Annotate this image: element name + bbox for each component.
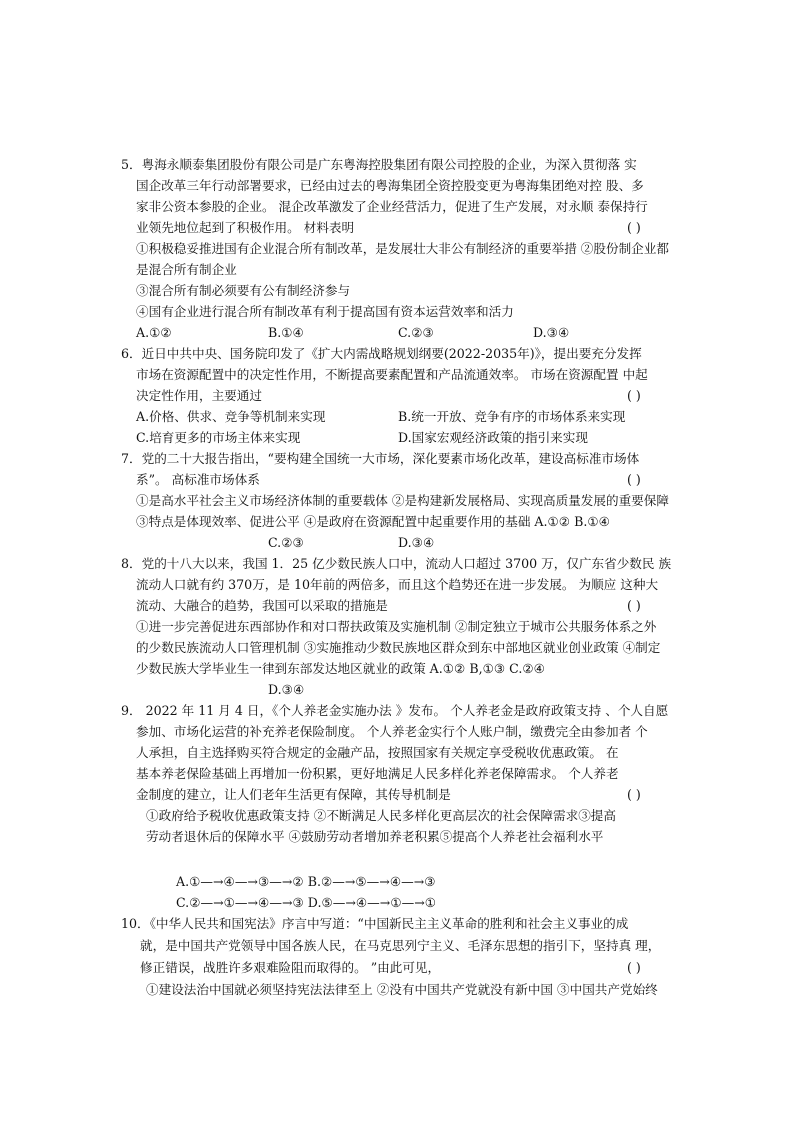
q9-answer-blank: ( ): [627, 787, 641, 802]
q5-option-b: B.①④: [268, 325, 304, 340]
q6-line-2: 市场在资源配置中的决定性作用，不断提高要素配置和产品流通效率。 市场在资源配置 中起: [136, 367, 648, 382]
q9-options-row-2: C.②—→①—→④—→③ D.⑤—→④—→①—→①: [176, 895, 437, 910]
q9-line-6: ①政府给予税收优惠政策支持 ②不断满足人民多样化更高层次的社会保障需求③提高: [146, 808, 616, 823]
q10-line-4: ①建设法治中国就必须坚持宪法法律至上 ②没有中国共产党就没有新中国 ③中国共产党始终: [146, 982, 658, 997]
q9-line-2: 参加、市场化运营的补充养老保险制度。 个人养老金实行个人账户制，缴费完全由参加者 个: [136, 724, 648, 739]
q5-line-1: 5．粤海永顺泰集团股份有限公司是广东粤海控股集团有限公司控股的企业，为深入贯彻落 实: [121, 157, 637, 172]
q9-line-3: 人承担，自主选择购买符合规定的金融产品，按照国家有关规定享受税收优惠政策。 在: [136, 745, 619, 760]
q6-option-a: A.价格、供求、竞争等机制来实现: [136, 409, 326, 424]
q7-answer-blank: ( ): [627, 472, 641, 487]
q5-line-7: ③混合所有制必须要有公有制经济参与: [136, 283, 351, 298]
q7-option-c: C.②③: [268, 535, 304, 550]
q8-line-1: 8．党的十八大以来，我国 1．25 亿少数民族人口中，流动人口超过 3700 万，仅广东省少数民 族: [121, 556, 672, 571]
q9-line-5: 金制度的建立，让人们老年生活更有保障，其传导机制是: [136, 787, 451, 802]
q8-line-4: ①进一步完善促进东西部协作和对口帮扶政策及实施机制 ②制定独立于城市公共服务体系之外: [136, 619, 657, 634]
q7-line-1: 7．党的二十大报告指出，“要构建全国统一大市场，深化要素市场化改革，建设高标准市场体: [121, 451, 640, 466]
q6-line-3: 决定性作用，主要通过: [136, 388, 262, 403]
q5-line-3: 家非公资本参股的企业。 混企改革激发了企业经营活力，促进了生产发展，对永顺 泰保持行: [136, 199, 648, 214]
q5-line-2: 国企改革三年行动部署要求，已经由过去的粤海集团全资控股变更为粤海集团绝对控 股、多: [136, 178, 644, 193]
q5-option-d: D.③④: [533, 325, 570, 340]
q6-option-b: B.统一开放、竞争有序的市场体系来实现: [398, 409, 626, 424]
q5-line-4: 业领先地位起到了积极作用。 材料表明: [136, 220, 355, 235]
q5-answer-blank: ( ): [627, 220, 641, 235]
q6-option-c: C.培育更多的市场主体来实现: [136, 430, 301, 445]
q8-answer-blank: ( ): [627, 598, 641, 613]
q9-line-4: 基本养老保险基础上再增加一份积累，更好地满足人民多样化养老保障需求。 个人养老: [136, 766, 619, 781]
q5-line-5: ①积极稳妥推进国有企业混合所有制改革，是发展壮大非公有制经济的重要举措 ②股份制企业都: [136, 241, 669, 256]
q7-line-2: 系”。 高标准市场体系: [136, 472, 260, 487]
q6-line-1: 6．近日中共中央、国务院印发了《扩大内需战略规划纲要(2022-2035年)》，提出要充分发挥: [121, 346, 642, 361]
q7-line-4: ③特点是体现效率、促进公平 ④是政府在资源配置中起重要作用的基础 A.①② B.①④: [136, 514, 610, 529]
q6-option-d: D.国家宏观经济政策的指引来实现: [398, 430, 588, 445]
q5-line-6: 是混合所有制企业: [136, 262, 237, 277]
q9-line-1: 9． 2022 年 11 月 4 日，《个人养老金实施办法 》发布。 个人养老金是政府政策支持 、个人自愿: [121, 703, 669, 718]
q8-line-2: 流动人口就有约 370万，是 10年前的两倍多，而且这个趋势还在进一步发展。 为顺应 这种大: [136, 577, 659, 592]
q10-line-1: 10．《中华人民共和国宪法》序言中写道：“中国新民主主义革命的胜利和社会主义事业的成: [121, 916, 629, 931]
q5-line-8: ④国有企业进行混合所有制改革有利于提高国有资本运营效率和活力: [136, 304, 514, 319]
q10-answer-blank: ( ): [627, 960, 641, 975]
q8-line-3: 流动、大融合的趋势，我国可以采取的措施是: [136, 598, 388, 613]
q7-line-3: ①是高水平社会主义市场经济体制的重要载体 ②是构建新发展格局、实现高质量发展的重要保障: [136, 493, 669, 508]
q9-options-row-1: A.①—→④—→③—→② B.②—→⑤—→④—→③: [176, 874, 436, 889]
q9-line-7: 劳动者退休后的保障水平 ④鼓励劳动者增加养老积累⑤提高个人养老社会福利水平: [146, 829, 604, 844]
q8-line-5: 的少数民族流动人口管理机制 ③实施推动少数民族地区群众到东中部地区就业创业政策 ④制定: [136, 640, 661, 655]
q7-option-d: D.③④: [398, 535, 435, 550]
q10-line-3: 修正错误，战胜许多艰难险阻而取得的。 ”由此可见，: [140, 960, 441, 975]
q8-option-d: D.③④: [268, 682, 305, 697]
q5-option-c: C.②③: [398, 325, 434, 340]
q8-line-6: 少数民族大学毕业生一律到东部发达地区就业的政策 A.①② B,①③ C.②④: [136, 661, 545, 676]
q5-option-a: A.①②: [136, 325, 172, 340]
q10-line-2: 就，是中国共产党领导中国各族人民，在马克思列宁主义、毛泽东思想的指引下，坚持真 理，: [140, 938, 661, 953]
q6-answer-blank: ( ): [627, 388, 641, 403]
